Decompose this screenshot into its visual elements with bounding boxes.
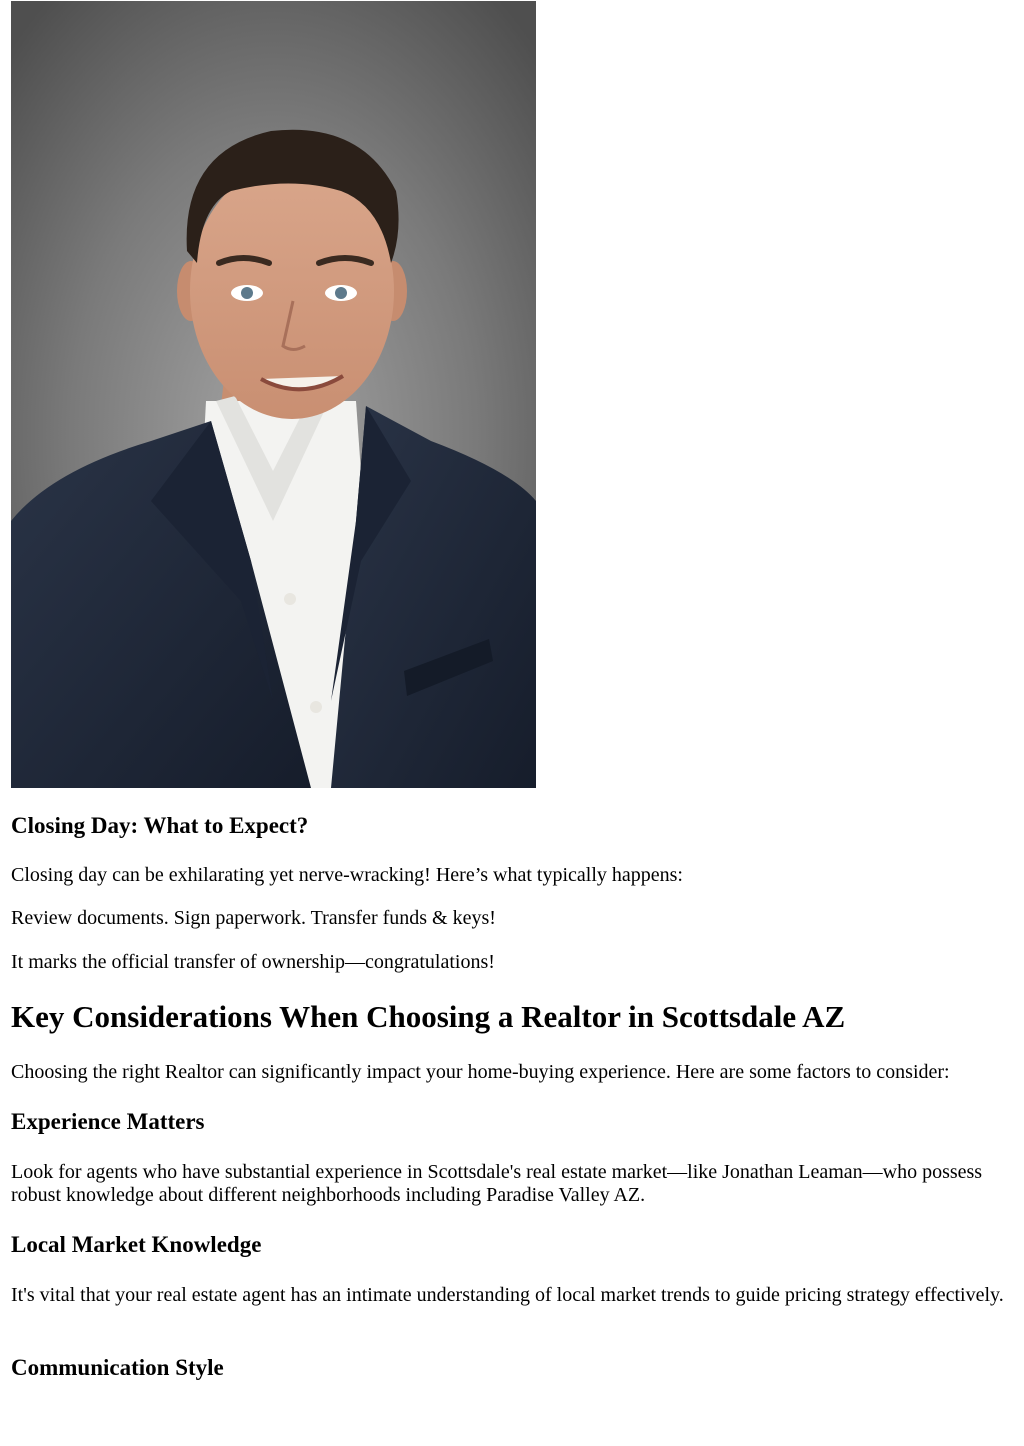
closing-day-steps: Review documents. Sign paperwork. Transfer funds & keys! — [11, 907, 496, 929]
experience-matters-body: Look for agents who have substantial experience in Scottsdale's real estate market—like Jonathan Leaman—who possess robust knowledge about different neighborhoods including Paradise Valley AZ. — [11, 1161, 983, 1206]
key-considerations-heading: Key Considerations When Choosing a Realtor in Scottsdale AZ — [11, 999, 846, 1034]
closing-day-conclusion: It marks the official transfer of ownership—congratulations! — [11, 951, 495, 973]
realtor-portrait-photo — [11, 1, 536, 788]
closing-day-intro: Closing day can be exhilarating yet nerve-wracking! Here’s what typically happens: — [11, 864, 683, 886]
experience-matters-heading: Experience Matters — [11, 1109, 205, 1134]
local-market-knowledge-heading: Local Market Knowledge — [11, 1232, 262, 1257]
communication-style-heading: Communication Style — [11, 1355, 224, 1380]
key-considerations-intro: Choosing the right Realtor can significantly impact your home-buying experience. Here are some factors to consider: — [11, 1061, 950, 1083]
portrait-photo-icon — [11, 1, 536, 788]
local-market-knowledge-body: It's vital that your real estate agent has an intimate understanding of local market trends to guide pricing strategy effectively. — [11, 1284, 1004, 1306]
closing-day-heading: Closing Day: What to Expect? — [11, 813, 309, 838]
